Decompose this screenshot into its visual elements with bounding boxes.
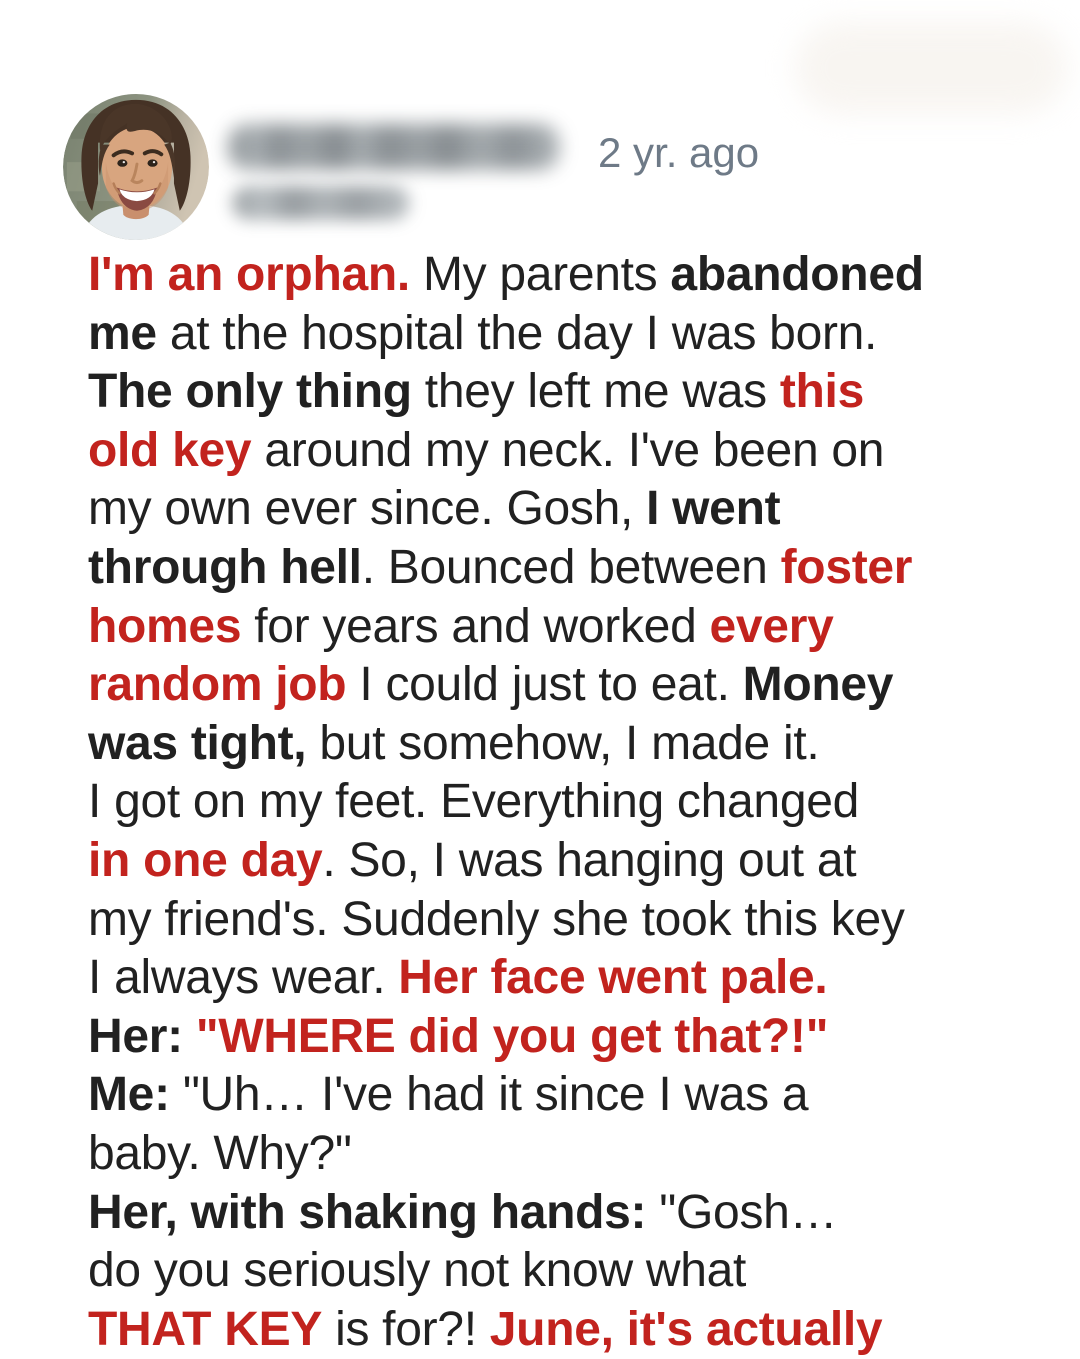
story-segment: My parents: [409, 248, 671, 301]
story-line: [88, 773, 1028, 832]
story-line: [88, 656, 1028, 715]
story-line: [88, 949, 1028, 1008]
story-segment: is for?!: [322, 1302, 490, 1356]
story-segment: my friend's. Suddenly she took this key: [88, 892, 905, 946]
story-segment: was tight,: [88, 716, 307, 770]
story-line: [88, 891, 1028, 950]
story-segment: June, it's actually: [489, 1302, 883, 1356]
story-segment: homes: [88, 599, 242, 653]
story-segment: THAT KEY: [88, 1302, 323, 1356]
story-segment: Her face went pale.: [398, 951, 828, 1005]
story-line: [88, 1301, 1028, 1359]
story-segment: I always wear.: [88, 951, 399, 1005]
story-line: [88, 598, 1028, 657]
story-line: [88, 422, 1028, 481]
faded-watermark: [795, 22, 1067, 114]
story-line: [88, 305, 1028, 364]
story-line: [88, 832, 1028, 891]
story-segment: around my neck. I've been on: [251, 423, 885, 477]
post-timestamp: 2 yr. ago: [598, 129, 760, 176]
story-segment: foster: [780, 540, 913, 594]
story-segment: I got on my feet. Everything changed: [88, 775, 860, 829]
story-segment: random job: [88, 658, 347, 712]
story-line: [88, 1008, 1028, 1067]
story-segment: "Uh… I've had it since I was a: [182, 1068, 809, 1122]
story-line: [88, 715, 1028, 774]
story-segment: Her, with shaking hands:: [88, 1185, 660, 1239]
story-segment: baby. Why?": [88, 1126, 352, 1180]
story-segment: Her:: [88, 1009, 196, 1063]
avatar-image: [63, 93, 209, 241]
story-segment: they left me was: [411, 365, 780, 419]
story-line: [88, 1125, 1028, 1184]
story-segment: . Bounced between: [361, 540, 781, 594]
story-segment: old key: [88, 423, 252, 477]
story-segment: but somehow, I made it.: [306, 716, 820, 770]
story-segment: I'm an orphan.: [88, 248, 410, 301]
story-segment: "WHERE did you get that?!": [195, 1009, 829, 1063]
story-segment: The only thing: [88, 365, 412, 419]
story-text: [88, 246, 1028, 1359]
avatar[interactable]: [63, 93, 209, 241]
story-segment: abandoned: [670, 248, 924, 301]
blurred-username[interactable]: [228, 124, 560, 170]
story-segment: in one day: [88, 833, 323, 887]
story-line: [88, 480, 1028, 539]
story-line: [88, 363, 1028, 422]
story-line: [88, 1066, 1028, 1125]
story-segment: my own ever since. Gosh,: [88, 482, 647, 536]
story-segment: Money: [742, 658, 894, 712]
story-line: [88, 1242, 1028, 1301]
story-segment: me: [88, 306, 157, 360]
story-segment: this: [779, 365, 864, 419]
story-segment: through hell: [88, 540, 362, 594]
story-segment: I could just to eat.: [346, 658, 743, 712]
story-line: [88, 246, 1028, 305]
story-segment: I went: [646, 482, 781, 536]
story-segment: every: [709, 599, 834, 653]
story-segment: . So, I was hanging out at: [322, 833, 857, 887]
story-segment: Me:: [88, 1068, 183, 1122]
story-line: [88, 539, 1028, 598]
story-segment: at the hospital the day I was born.: [156, 306, 878, 360]
story-segment: do you seriously not know what: [88, 1244, 747, 1298]
story-segment: for years and worked: [241, 599, 710, 653]
story-segment: "Gosh…: [659, 1185, 838, 1239]
story-line: [88, 1184, 1028, 1243]
blurred-subtitle: [232, 186, 410, 220]
